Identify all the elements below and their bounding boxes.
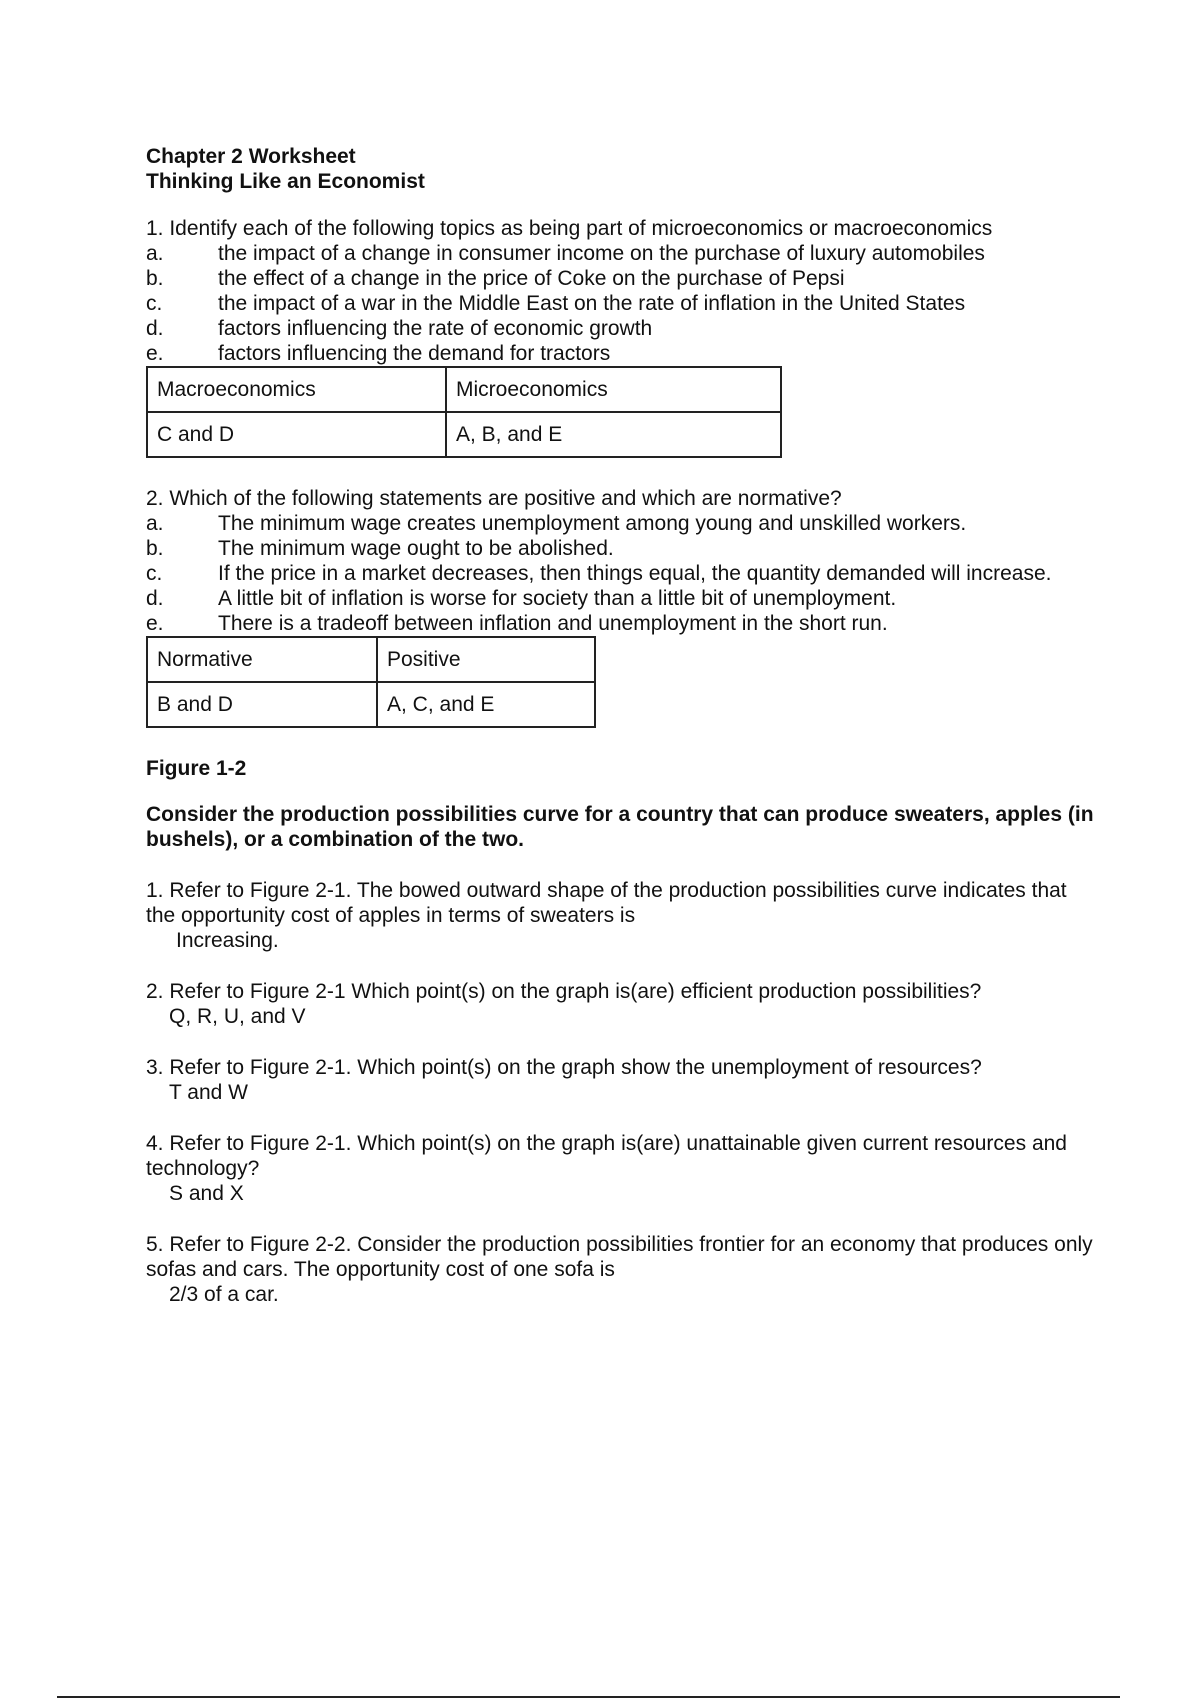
question-2-item: e. There is a tradeoff between inflation and unemployment in the short run. [146, 612, 888, 635]
figure-question [146, 979, 1096, 1029]
table-cell: A, B, and E [446, 412, 781, 457]
question-2-item: a. The minimum wage creates unemployment among young and unskilled workers. [146, 512, 967, 535]
figure-question-answer: T and W [169, 1081, 248, 1104]
table-header-cell: Microeconomics [446, 367, 781, 412]
figure-question-text: 2. Refer to Figure 2-1 Which point(s) on the graph is(are) efficient production possibilities? [146, 980, 982, 1003]
question-1-item: e. factors influencing the demand for tractors [146, 342, 611, 365]
table-cell: C and D [147, 412, 446, 457]
normative-positive-table [146, 636, 596, 728]
figure-question-answer: S and X [169, 1182, 244, 1205]
figure-question-text: 5. Refer to Figure 2-2. Consider the production possibilities frontier for an economy that produces only sofas and cars. The opportunity cost of one sofa is [146, 1233, 1093, 1281]
figure-question [146, 1232, 1096, 1307]
table-cell: A, C, and E [377, 682, 595, 727]
question-1-item: a. the impact of a change in consumer income on the purchase of luxury automobiles [146, 242, 985, 265]
question-1-item: b. the effect of a change in the price of Coke on the purchase of Pepsi [146, 267, 845, 290]
table-row [147, 682, 595, 727]
figure-question [146, 1131, 1096, 1206]
question-1-item: d. factors influencing the rate of economic growth [146, 317, 653, 340]
question-1-item: c. the impact of a war in the Middle East on the rate of inflation in the United States [146, 292, 966, 315]
question-2-item: d. A little bit of inflation is worse for society than a little bit of unemployment. [146, 587, 897, 610]
table-header-cell: Positive [377, 637, 595, 682]
figure-question-answer: Q, R, U, and V [169, 1005, 306, 1028]
figure-question-text: 4. Refer to Figure 2-1. Which point(s) on the graph is(are) unattainable given current resources and technology? [146, 1132, 1067, 1180]
question-2-item: c. If the price in a market decreases, then things equal, the quantity demanded will increase. [146, 562, 1052, 585]
macro-micro-table [146, 366, 782, 458]
figure-question [146, 878, 1096, 953]
table-header-row [147, 367, 781, 412]
table-row [147, 412, 781, 457]
figure-label: Figure 1-2 [146, 757, 247, 780]
question-1-prompt: 1. Identify each of the following topics as being part of microeconomics or macroeconomics [146, 217, 993, 240]
question-2-item: b. The minimum wage ought to be abolished. [146, 537, 614, 560]
figure-question-text: 1. Refer to Figure 2-1. The bowed outward shape of the production possibilities curve indicates that the opportunity cost of apples in terms of sweaters is [146, 879, 1067, 927]
figure-question-answer: Increasing. [176, 929, 279, 952]
page-bottom-rule [57, 1696, 1120, 1698]
table-header-cell: Macroeconomics [147, 367, 446, 412]
figure-caption: Consider the production possibilities curve for a country that can produce sweaters, apples (in bushels), or a combination of the two. [146, 803, 1094, 851]
figure-question [146, 1055, 1096, 1105]
worksheet-subtitle: Thinking Like an Economist [146, 170, 425, 193]
table-header-cell: Normative [147, 637, 377, 682]
figure-question-text: 3. Refer to Figure 2-1. Which point(s) on the graph show the unemployment of resources? [146, 1056, 982, 1079]
worksheet-page [146, 144, 1096, 1307]
worksheet-title: Chapter 2 Worksheet [146, 145, 356, 168]
figure-question-answer: 2/3 of a car. [169, 1283, 279, 1306]
table-cell: B and D [147, 682, 377, 727]
table-header-row [147, 637, 595, 682]
question-2-prompt: 2. Which of the following statements are positive and which are normative? [146, 487, 842, 510]
